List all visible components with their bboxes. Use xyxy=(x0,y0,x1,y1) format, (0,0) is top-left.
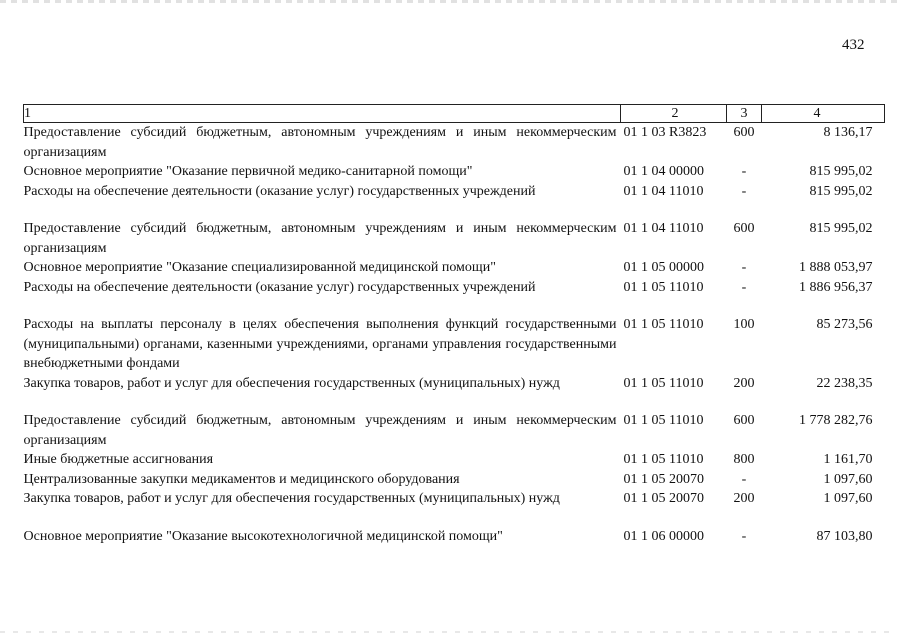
row-type: 600 xyxy=(733,125,755,140)
row-code: 01 1 05 00000 xyxy=(623,260,704,275)
row-code: 01 1 05 11010 xyxy=(623,452,704,467)
row-type: 200 xyxy=(733,491,755,506)
row-code: 01 1 05 20070 xyxy=(623,471,704,487)
table-row xyxy=(24,374,885,394)
row-code: 01 1 04 00000 xyxy=(623,164,704,179)
table-row xyxy=(24,489,885,509)
row-type: - xyxy=(741,528,747,544)
row-name: Расходы на выплаты персоналу в целях обеспечения выполнения функций государственными (муниципальными) органами, казенными учреждениями, органами управления государственными внебюджетными фондами xyxy=(23,317,617,371)
row-code: 01 1 05 11010 xyxy=(623,413,704,428)
row-type: 100 xyxy=(733,317,755,332)
row-code: 01 1 06 00000 xyxy=(623,528,704,544)
column-header-3: 3 xyxy=(727,105,762,123)
row-type: - xyxy=(741,260,747,275)
row-type: 600 xyxy=(733,413,755,428)
row-code: 01 1 03 R3823 xyxy=(623,125,707,140)
column-header-1: 1 xyxy=(24,105,621,123)
row-name: Предоставление субсидий бюджетным, автономным учреждениям и иным некоммерческим организациям xyxy=(23,125,617,160)
table-row xyxy=(24,182,885,202)
row-amount: 815 995,02 xyxy=(809,221,873,236)
row-type: 800 xyxy=(733,452,755,467)
row-amount: 1 886 956,37 xyxy=(799,279,873,295)
scan-edge-bottom xyxy=(0,631,897,633)
table-row xyxy=(24,315,885,374)
row-amount: 1 161,70 xyxy=(823,452,873,467)
row-amount: 85 273,56 xyxy=(816,317,873,332)
row-name: Централизованные закупки медикаментов и медицинского оборудования xyxy=(23,471,460,487)
row-name: Основное мероприятие "Оказание высокотехнологичной медицинской помощи" xyxy=(23,528,503,544)
row-type: 600 xyxy=(733,221,755,236)
row-type: - xyxy=(741,471,747,487)
row-amount: 815 995,02 xyxy=(809,164,873,179)
row-name: Закупка товаров, работ и услуг для обеспечения государственных (муниципальных) нужд xyxy=(23,491,560,506)
row-spacer xyxy=(24,201,885,219)
row-type: 200 xyxy=(733,375,755,391)
row-name: Закупка товаров, работ и услуг для обеспечения государственных (муниципальных) нужд xyxy=(23,375,560,391)
row-code: 01 1 05 11010 xyxy=(623,317,704,332)
row-code: 01 1 05 20070 xyxy=(623,491,704,506)
row-amount: 22 238,35 xyxy=(816,375,873,391)
column-header-4: 4 xyxy=(762,105,885,123)
row-code: 01 1 05 11010 xyxy=(623,279,704,295)
row-code: 01 1 04 11010 xyxy=(623,221,704,236)
row-code: 01 1 05 11010 xyxy=(623,375,704,391)
table-row xyxy=(24,258,885,278)
table-row xyxy=(24,527,885,547)
table-header-row xyxy=(24,105,885,123)
row-spacer xyxy=(24,509,885,527)
budget-table xyxy=(23,104,885,546)
table-row xyxy=(24,450,885,470)
column-header-2: 2 xyxy=(621,105,727,123)
row-type: - xyxy=(741,183,747,199)
scan-edge-top xyxy=(0,0,897,3)
row-amount: 8 136,17 xyxy=(823,125,873,140)
row-type: - xyxy=(741,279,747,295)
row-name: Иные бюджетные ассигнования xyxy=(23,452,214,467)
row-name: Предоставление субсидий бюджетным, автономным учреждениям и иным некоммерческим организациям xyxy=(23,413,617,448)
table-row xyxy=(24,278,885,298)
row-amount: 87 103,80 xyxy=(816,528,873,544)
row-name: Основное мероприятие "Оказание специализированной медицинской помощи" xyxy=(23,260,496,275)
row-name: Предоставление субсидий бюджетным, автономным учреждениям и иным некоммерческим организациям xyxy=(23,221,617,256)
row-amount: 1 097,60 xyxy=(823,491,873,506)
row-name: Расходы на обеспечение деятельности (оказание услуг) государственных учреждений xyxy=(23,183,536,199)
row-spacer xyxy=(24,393,885,411)
row-spacer xyxy=(24,297,885,315)
table-row xyxy=(24,123,885,163)
table-row xyxy=(24,470,885,490)
row-name: Основное мероприятие "Оказание первичной медико-санитарной помощи" xyxy=(23,164,473,179)
row-name: Расходы на обеспечение деятельности (оказание услуг) государственных учреждений xyxy=(23,279,536,295)
table-row xyxy=(24,219,885,258)
table-row xyxy=(24,162,885,182)
row-type: - xyxy=(741,164,747,179)
row-amount: 1 888 053,97 xyxy=(799,260,873,275)
table-row xyxy=(24,411,885,450)
row-amount: 1 097,60 xyxy=(823,471,873,487)
row-code: 01 1 04 11010 xyxy=(623,183,704,199)
row-amount: 1 778 282,76 xyxy=(799,413,873,428)
page-number: 432 xyxy=(842,37,865,53)
row-amount: 815 995,02 xyxy=(809,183,873,199)
